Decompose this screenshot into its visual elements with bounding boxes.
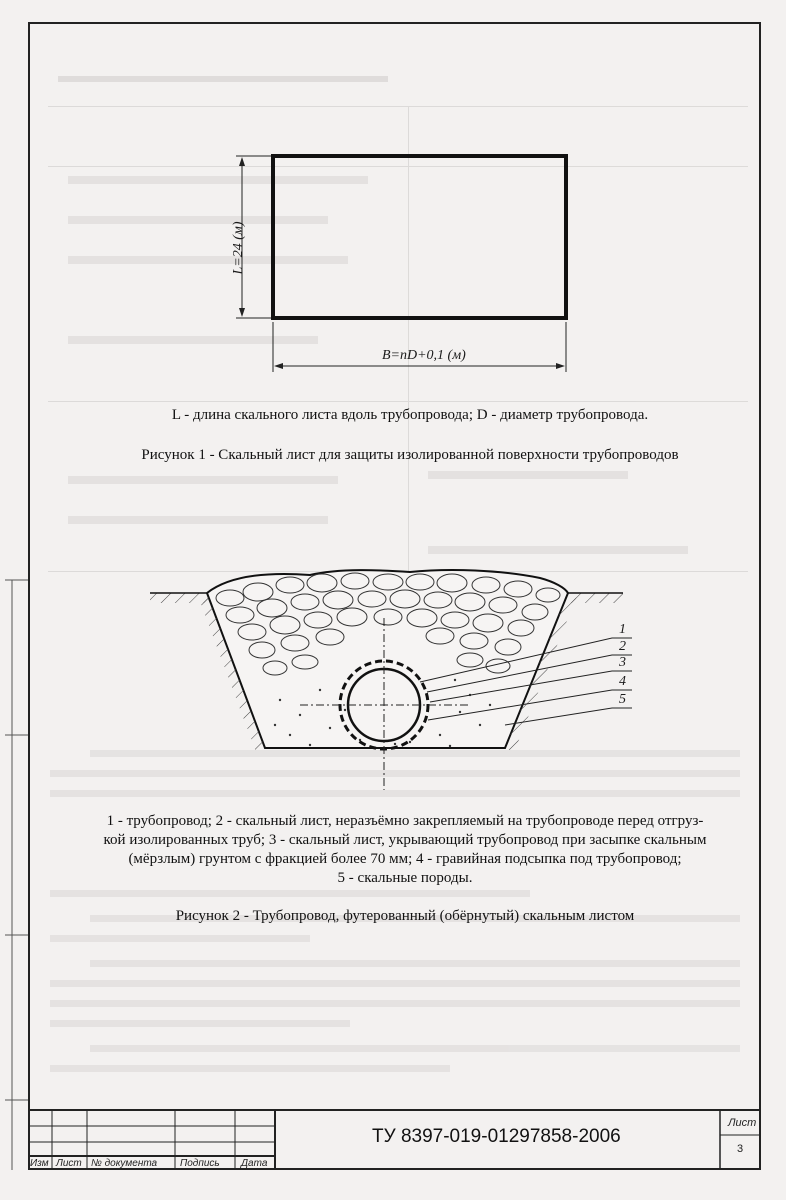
callout-1: 1: [619, 622, 626, 637]
figure2-legend-line3: (мёрзлым) грунтом с фракцией более 70 мм; 4 - гравийная подсыпка под трубопровод;: [128, 851, 682, 867]
stamp-col-sign: Подпись: [180, 1158, 220, 1169]
callout-4: 4: [619, 674, 626, 689]
figure1-legend: L - длина скального листа вдоль трубопровода; D - диаметр трубопровода.: [171, 407, 649, 423]
sheet-label: Лист: [728, 1117, 757, 1129]
document-code: ТУ 8397-019-01297858-2006: [372, 1126, 621, 1147]
figure1-caption: Рисунок 1 - Скальный лист для защиты изолированной поверхности трубопроводов: [141, 447, 679, 463]
callout-5: 5: [619, 692, 626, 707]
figure2-caption: Рисунок 2 - Трубопровод, футерованный (обёрнутый) скальным листом: [175, 908, 635, 924]
stamp-col-izm: Изм: [30, 1158, 49, 1169]
stamp-col-doc: № документа: [91, 1158, 158, 1169]
callout-2: 2: [619, 639, 626, 654]
figure2-legend-line2: кой изолированных труб; 3 - скальный лист, укрывающий трубопровод при засыпке скальным: [103, 832, 707, 848]
width-dimension-label: B=пD+0,1 (м): [382, 348, 466, 363]
length-dimension-label: L=24 (м): [231, 221, 246, 275]
callout-3: 3: [619, 655, 626, 670]
stamp-col-date: Дата: [241, 1158, 268, 1169]
sheet-number: 3: [737, 1143, 744, 1155]
figure2-legend-line4: 5 - скальные породы.: [337, 870, 473, 886]
stamp-col-list: Лист: [56, 1158, 82, 1169]
figure2-legend-line1: 1 - трубопровод; 2 - скальный лист, неразъёмно закрепляемый на трубопроводе перед отгруз-: [106, 813, 704, 829]
